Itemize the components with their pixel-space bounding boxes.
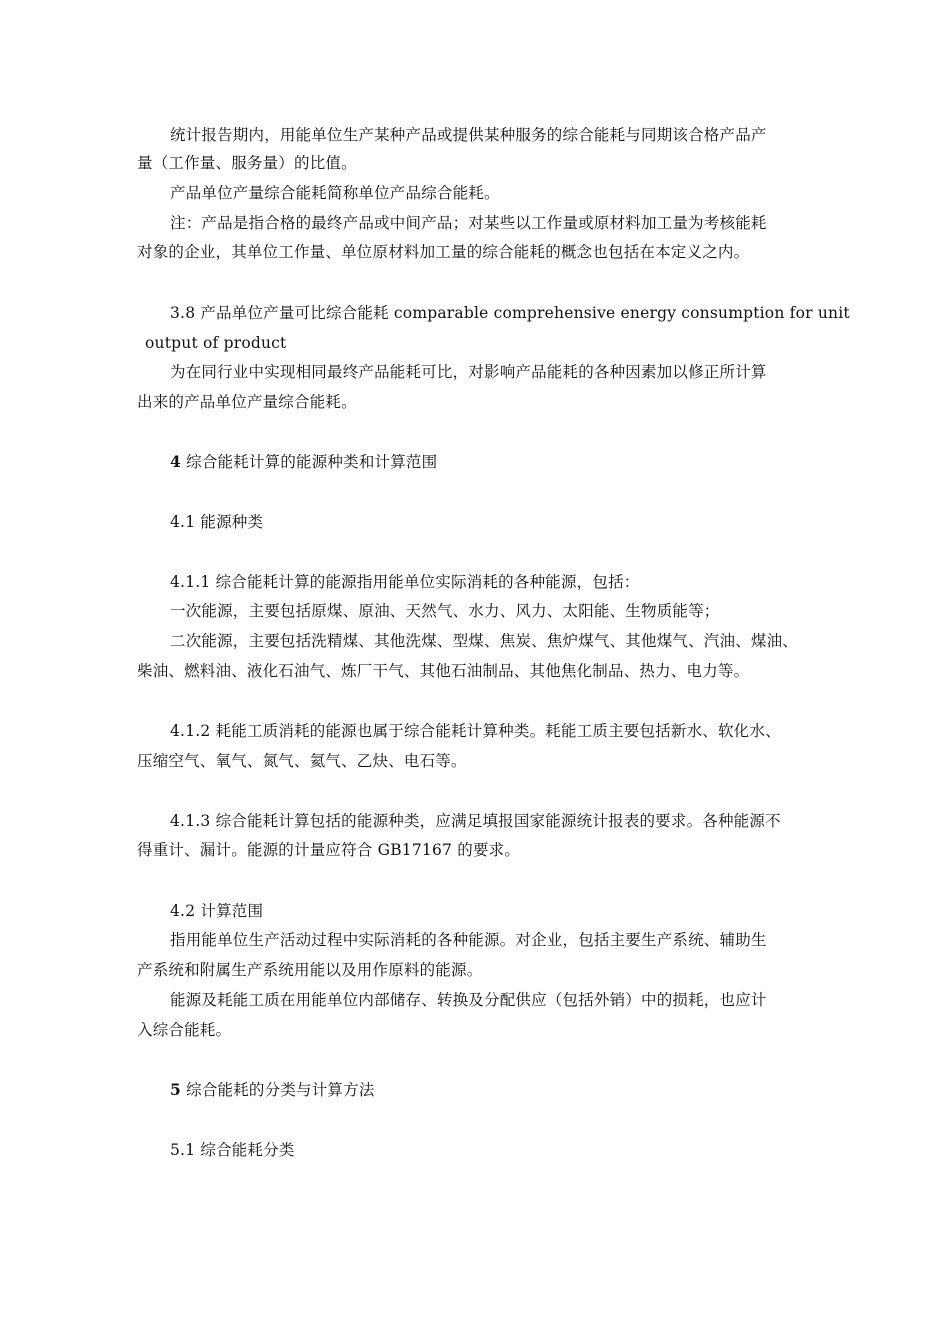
section-4-heading — [170, 452, 437, 472]
paragraph-line: 统计报告期内，用能单位生产某种产品或提供某种服务的综合能耗与同期该合格产品产 — [170, 126, 767, 144]
section-4-1-heading: 4.1 能源种类 — [170, 513, 264, 531]
paragraph-line: 柴油、燃料油、液化石油气、炼厂干气、其他石油制品、其他焦化制品、热力、电力等。 — [137, 662, 750, 680]
section-3-8-heading-cont: output of product — [145, 334, 287, 352]
paragraph-line: 能源及耗能工质在用能单位内部储存、转换及分配供应（包括外销）中的损耗，也应计 — [170, 991, 767, 1009]
section-4-title: 综合能耗计算的能源种类和计算范围 — [181, 453, 438, 471]
paragraph-line: 为在同行业中实现相同最终产品能耗可比，对影响产品能耗的各种因素加以修正所计算 — [170, 363, 767, 381]
section-5-number: 5 — [170, 1080, 181, 1099]
paragraph-line: 量（工作量、服务量）的比值。 — [137, 154, 357, 172]
paragraph-line: 4.1.3 综合能耗计算包括的能源种类，应满足填报国家能源统计报表的要求。各种能源不 — [170, 812, 781, 830]
paragraph-line: 出来的产品单位产量综合能耗。 — [137, 393, 357, 411]
paragraph-line: 产系统和附属生产系统用能以及用作原料的能源。 — [137, 961, 483, 979]
paragraph-line: 压缩空气、氧气、氮气、氦气、乙炔、电石等。 — [137, 752, 467, 770]
paragraph-line: 一次能源，主要包括原煤、原油、天然气、水力、风力、太阳能、生物质能等； — [170, 602, 720, 620]
paragraph-line: 4.1.2 耗能工质消耗的能源也属于综合能耗计算种类。耗能工质主要包括新水、软化水、 — [170, 722, 781, 740]
section-4-number: 4 — [170, 452, 181, 471]
section-5-heading — [170, 1080, 375, 1100]
section-5-title: 综合能耗的分类与计算方法 — [181, 1081, 375, 1099]
paragraph-line: 二次能源，主要包括洗精煤、其他洗煤、型煤、焦炭、焦炉煤气、其他煤气、汽油、煤油、 — [170, 632, 799, 650]
section-4-2-heading: 4.2 计算范围 — [170, 902, 264, 920]
paragraph-line: 入综合能耗。 — [137, 1021, 232, 1039]
paragraph-line: 产品单位产量综合能耗简称单位产品综合能耗。 — [170, 184, 500, 202]
note-line: 注：产品是指合格的最终产品或中间产品；对某些以工作量或原材料加工量为考核能耗 — [170, 214, 767, 232]
paragraph-line: 得重计、漏计。能源的计量应符合 GB17167 的要求。 — [137, 841, 521, 859]
paragraph-line: 4.1.1 综合能耗计算的能源指用能单位实际消耗的各种能源，包括： — [170, 573, 640, 591]
note-line: 对象的企业，其单位工作量、单位原材料加工量的综合能耗的概念也包括在本定义之内。 — [137, 243, 750, 261]
section-3-8-heading: 3.8 产品单位产量可比综合能耗 comparable comprehensive energy consumption for unit — [170, 304, 850, 322]
section-5-1-heading: 5.1 综合能耗分类 — [170, 1141, 295, 1159]
paragraph-line: 指用能单位生产活动过程中实际消耗的各种能源。对企业，包括主要生产系统、辅助生 — [170, 931, 767, 949]
